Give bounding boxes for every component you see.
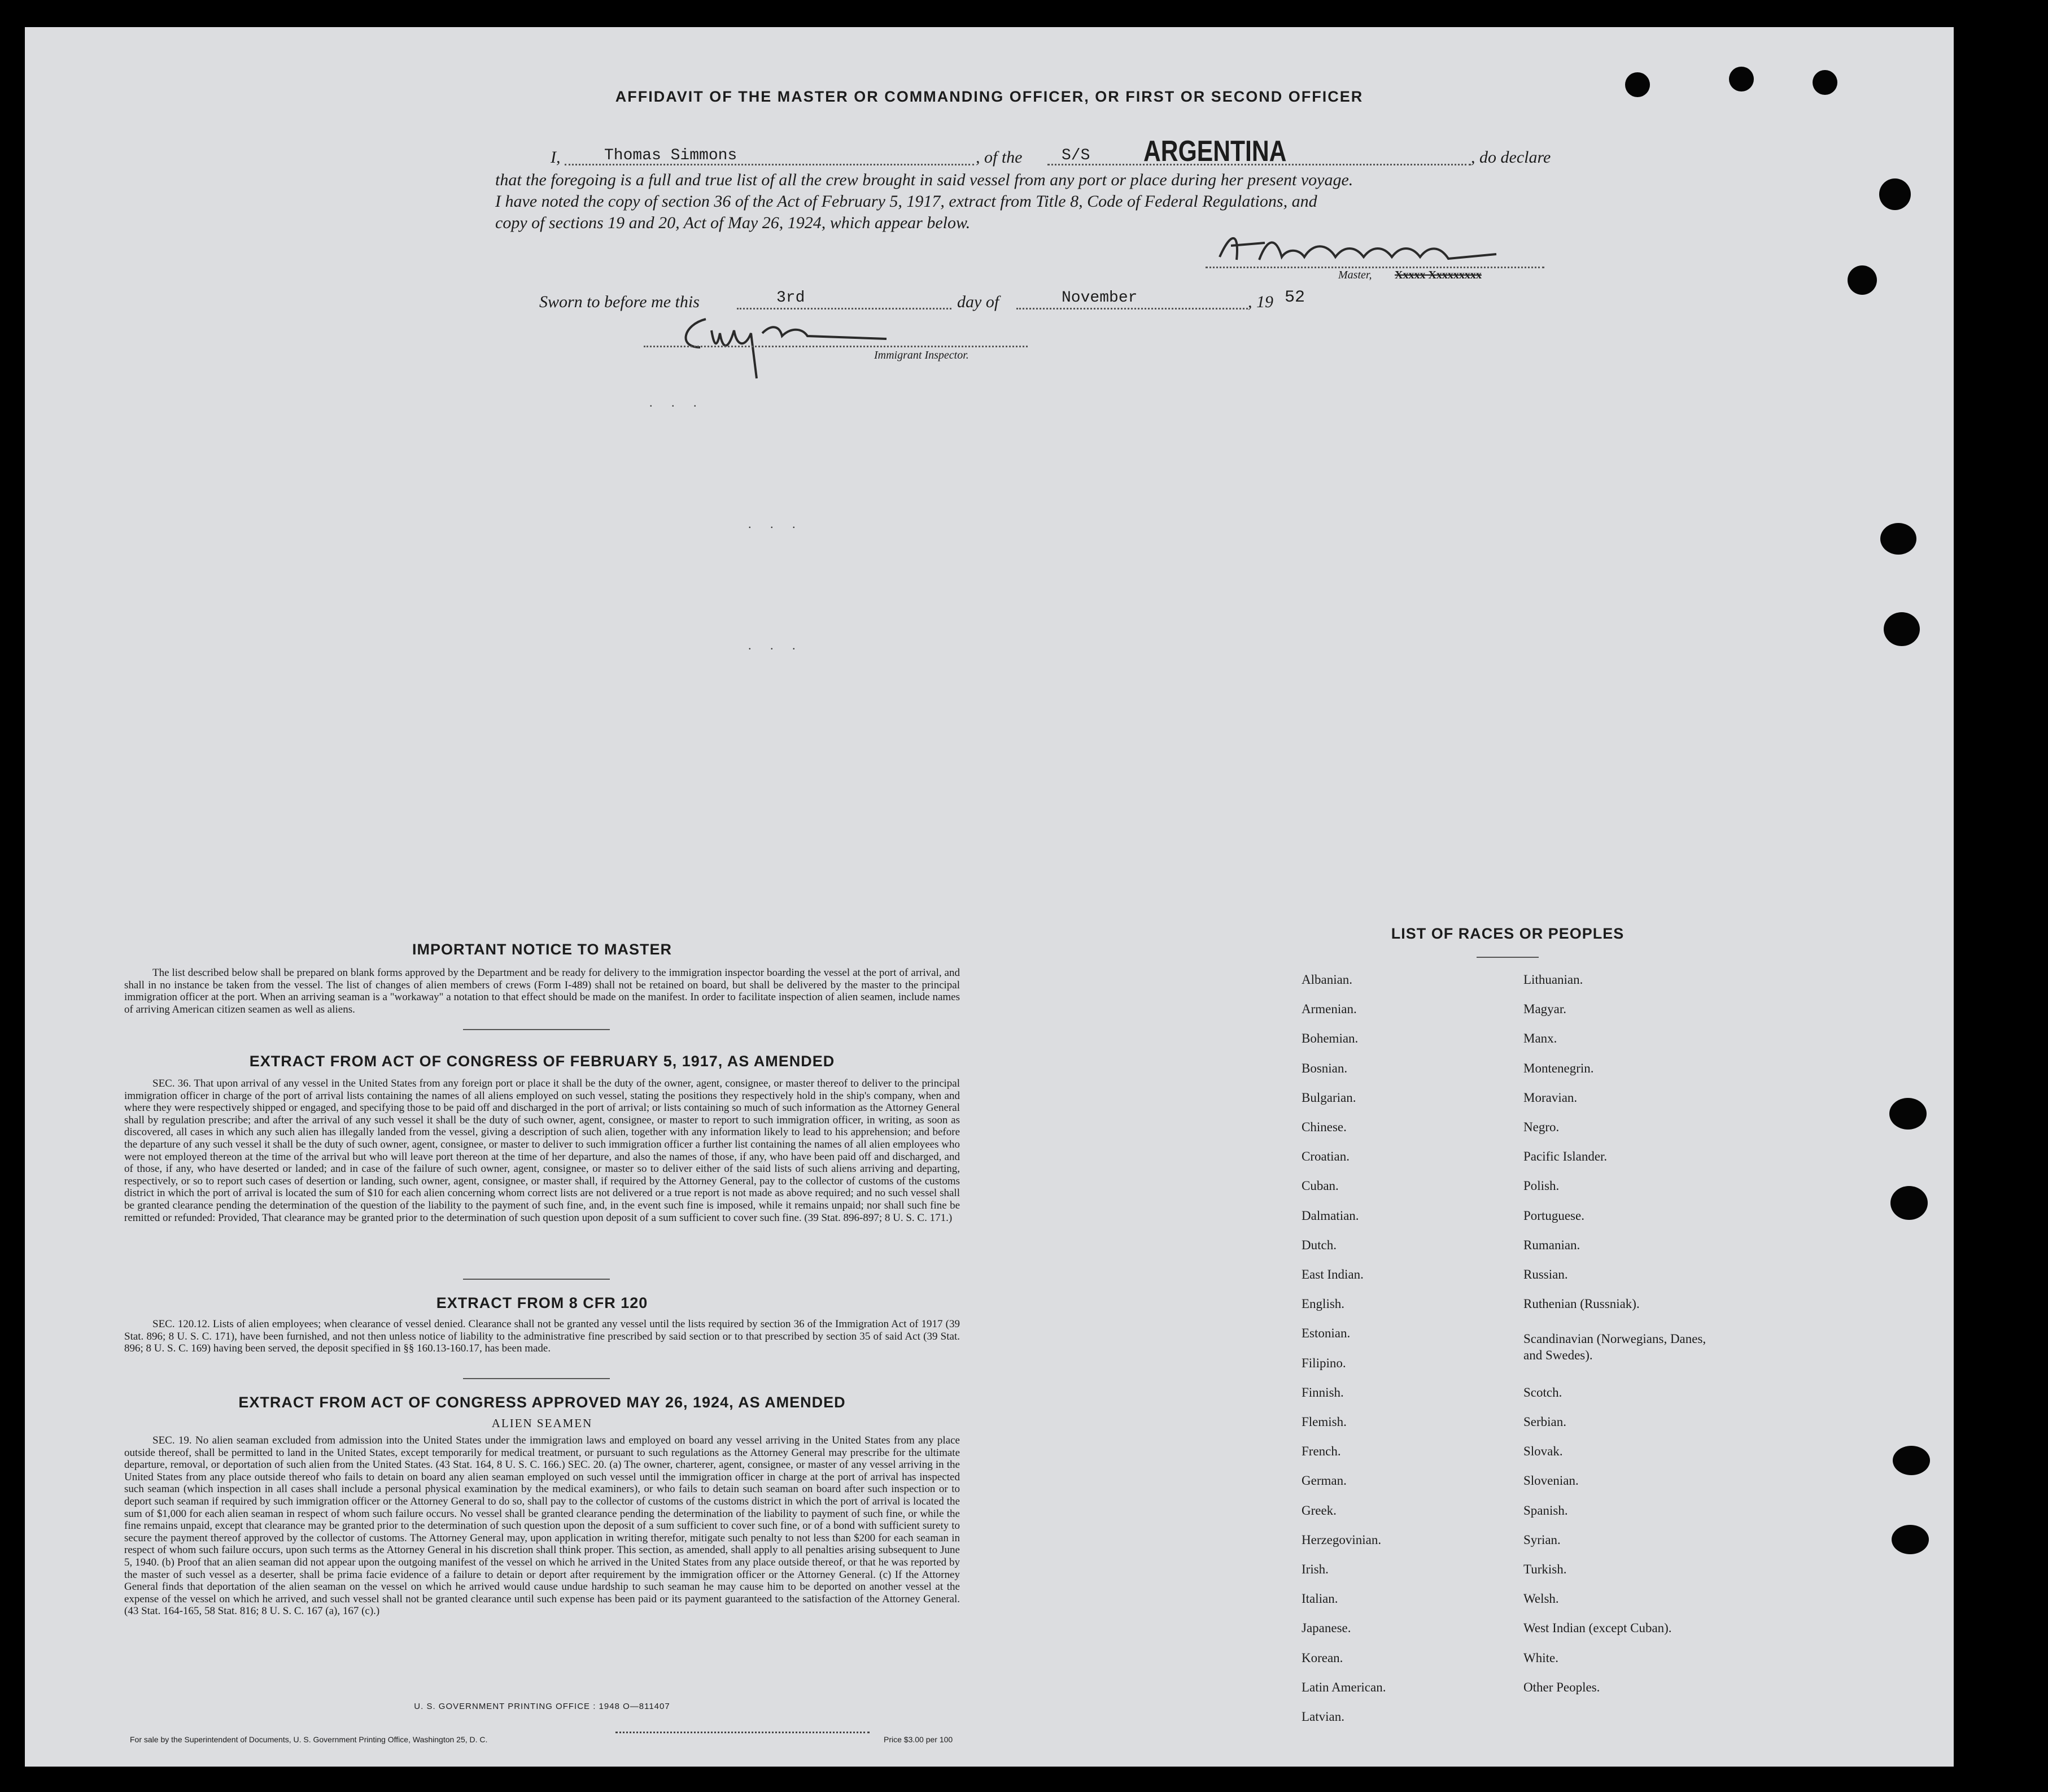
extract-8cfr-title: EXTRACT FROM 8 CFR 120	[436, 1294, 648, 1311]
extract-1917-title: EXTRACT FROM ACT OF CONGRESS OF FEBRUARY 5, 1917, AS AMENDED	[249, 1053, 835, 1070]
year-value: 52	[1285, 288, 1305, 307]
race-item: Flemish.	[1302, 1415, 1347, 1429]
printing-office-imprint: U. S. GOVERNMENT PRINTING OFFICE : 1948 O—811407	[414, 1702, 670, 1711]
race-item: Chinese.	[1302, 1120, 1347, 1134]
race-item: West Indian (except Cuban).	[1523, 1621, 1672, 1636]
race-item: Scandinavian (Norwegians, Danes, and Swedes).	[1523, 1332, 1706, 1363]
footer-left: For sale by the Superintendent of Documents, U. S. Government Printing Office, Washington 25, D. C.	[130, 1735, 488, 1744]
master-signature-line	[1206, 267, 1544, 268]
master-label: Master,	[1338, 269, 1372, 281]
master-signature	[1214, 226, 1530, 271]
race-item: Slovenian.	[1523, 1473, 1579, 1488]
extract-8cfr-body: SEC. 120.12. Lists of alien employees; when clearance of vessel denied. Clearance shall not be granted any vessel until the lists required by section 36 of the Immigration Act of 1917 (39 Stat. 896; 8 U. S. C. 171), have been furnished, and not then unless notice of liability to the administrative fine prescribed by said section or to that prescribed by section 35 of said Act (39 Stat. 896; 8 U. S. C. 169) having been served, the deposit specified in §§ 160.13-160.17, has been made.	[124, 1318, 960, 1355]
section-divider	[463, 1378, 610, 1379]
race-item: Scotch.	[1523, 1385, 1562, 1399]
sworn-label: Sworn to before me this	[539, 293, 700, 311]
extract-1917-body: SEC. 36. That upon arrival of any vessel in the United States from any foreign port or place it shall be the duty of the owner, agent, consignee, or master thereof to deliver to the principal immigration officer in charge of the port of arrival lists containing the names of all aliens employed on such vessel, stating the positions they respectively hold in the ship's company, when and where they were respectively shipped or engaged, and specifying those to be paid off and discharged in the port of arrival; or lists containing so much of such information as the Attorney General shall by regulation prescribe; and after the arrival of any such vessel it shall be the duty of such owner, agent, consignee, or master to report to such immigration officer, in writing, as soon as discovered, all cases in which any such alien has illegally landed from the vessel, giving a description of such alien, together with any information likely to lead to his apprehension; and before the departure of any such vessel it shall be the duty of such owner, agent, consignee, or master to deliver to such immigration officer a further list containing the names of all alien employees who were not employed thereon at the time of the arrival but who will leave port thereon at the time of her departure, and also the names of those, if any, who have been paid off and discharged, and of those, if any, who have deserted or landed; and in case of the failure of such owner, agent, consignee, or master so to deliver either of the said lists of such aliens arriving and departing, respectively, or so to report such cases of desertion or landing, such owner, agent, consignee, or master shall, if required by the Attorney General, pay to the collector of customs of the customs district in which the port of arrival is located the sum of $10 for each alien concerning whom correct lists are not delivered or a true report is not made as above required; and no such vessel shall be granted clearance pending the determination of the question of the liability to the payment of such fine, and, in the event such fine is imposed, while it remains unpaid; nor shall such fine be remitted or refunded: Provided, That clearance may be granted prior to the determination of such question upon deposit of a sum sufficient to cover such fine. (39 Stat. 896-897; 8 U. S. C. 171.)	[124, 1078, 960, 1224]
extract-1924-body: SEC. 19. No alien seaman excluded from admission into the United States under the immigration laws and employed on board any vessel arriving in the United States from any place outside thereof, shall be permitted to land in the United States, except temporarily for medical treatment, or pursuant to such regulations as the Attorney General may prescribe for the ultimate departure, removal, or deportation of such alien from the United States. (43 Stat. 164, 8 U. S. C. 166.) SEC. 20. (a) The owner, charterer, agent, consignee, or master of any vessel arriving in the United States from any place outside thereof who fails to detain on board any alien seaman employed on such vessel until the immigration officer in charge at the port of arrival has inspected such seaman (which inspection in all cases shall include a personal physical examination by the medical examiners), or who fails to detain such seaman on board after such inspection or to deport such seaman if required by such immigration officer or the Attorney General to do so, shall pay to the collector of customs of the customs district in which the port of arrival is located the sum of $1,000 for each alien seaman in respect of whom such failure occurs. No vessel shall be granted clearance pending the determination of the liability to payment of such fine, or while the fine remains unpaid, except that clearance may be granted prior to the determination of such question upon the deposit of a sum sufficient to cover such fine, or of a bond with sufficient surety to secure the payment thereof approved by the collector of customs. The Attorney General may, upon application in writing therefor, mitigate such penalty to not less than $200 for each seaman in respect of whom such failure occurs, upon such terms as the Attorney General in his discretion shall think proper. This section, as amended, shall apply to all penalties arising subsequent to June 5, 1940. (b) Proof that an alien seaman did not appear upon the outgoing manifest of the vessel on which he arrived in the United States from any place outside thereof, or that he was reported by the master of such vessel as a deserter, shall be prima facie evidence of a failure to detain or deport after requirement by the immigration officer or the Attorney General. (c) If the Attorney General finds that deportation of the alien seaman on the vessel on which he arrived would cause undue hardship to such seaman he may cause him to be deported on another vessel at the expense of the vessel on which he arrived, and such vessel shall not be granted clearance until such expense has been paid or its payment guaranteed to the satisfaction of the Attorney General. (43 Stat. 164-165, 58 Stat. 816; 8 U. S. C. 167 (a), 167 (c).)	[124, 1435, 960, 1617]
officer-name: Thomas Simmons	[604, 147, 737, 164]
stray-dots: . . .	[649, 395, 705, 409]
punch-hole	[1890, 1186, 1928, 1220]
race-item: Moravian.	[1523, 1090, 1578, 1105]
affidavit-title: AFFIDAVIT OF THE MASTER OR COMMANDING OFFICER, OR FIRST OR SECOND OFFICER	[615, 88, 1364, 105]
month-value: November	[1062, 289, 1138, 307]
month-line	[1016, 308, 1248, 309]
declaration-line-4: copy of sections 19 and 20, Act of May 26, 1924, which appear below.	[495, 213, 971, 232]
footer-dots	[615, 1732, 870, 1733]
declaration-line-3: I have noted the copy of section 36 of the Act of February 5, 1917, extract from Title 8, Code of Federal Regulations, and	[495, 192, 1317, 211]
race-item: Magyar.	[1523, 1002, 1567, 1017]
race-item: Portuguese.	[1523, 1208, 1584, 1223]
race-item: Bohemian.	[1302, 1031, 1359, 1046]
race-item: Manx.	[1523, 1031, 1557, 1046]
race-item: Herzegovinian.	[1302, 1532, 1382, 1547]
punch-hole	[1848, 265, 1877, 295]
race-item: Japanese.	[1302, 1621, 1351, 1636]
footer-right: Price $3.00 per 100	[884, 1735, 953, 1744]
race-item: Cuban.	[1302, 1179, 1339, 1193]
stray-dots: . . .	[748, 517, 804, 531]
race-item: Rumanian.	[1523, 1237, 1580, 1252]
inspector-signature-line	[644, 346, 1028, 347]
vessel-name: ARGENTINA	[1143, 135, 1287, 168]
races-title: LIST OF RACES OR PEOPLES	[1391, 925, 1625, 942]
race-item: Dutch.	[1302, 1237, 1337, 1252]
race-item: White.	[1523, 1650, 1558, 1665]
race-item: Latvian.	[1302, 1710, 1344, 1724]
master-struck-title: Xxxxx Xxxxxxxxx	[1395, 269, 1482, 281]
race-item: Estonian.	[1302, 1326, 1351, 1341]
race-item: French.	[1302, 1444, 1341, 1459]
i-label: I,	[551, 148, 561, 167]
day-of-label: day of	[957, 293, 999, 311]
punch-hole	[1889, 1098, 1927, 1130]
inspector-signature	[672, 308, 909, 387]
race-item: East Indian.	[1302, 1267, 1364, 1281]
race-item: Turkish.	[1523, 1562, 1567, 1576]
race-item: Other Peoples.	[1523, 1680, 1600, 1694]
notice-title: IMPORTANT NOTICE TO MASTER	[412, 941, 672, 958]
declaration-line-2: that the foregoing is a full and true list of all the crew brought in said vessel from any port or place during her present voyage.	[495, 171, 1353, 189]
race-item: Filipino.	[1302, 1355, 1346, 1370]
race-item: Pacific Islander.	[1523, 1149, 1608, 1164]
race-item: Italian.	[1302, 1592, 1338, 1606]
punch-hole	[1893, 1446, 1930, 1475]
day-value: 3rd	[776, 289, 805, 307]
notice-body: The list described below shall be prepared on blank forms approved by the Department and be ready for delivery to the immigration inspector boarding the vessel at the port of arrival, and shall in no instance be taken from the vessel. The list of changes of alien members of crews (Form I-489) shall not be retained on board, but shall be delivered by the master to the principal immigration officer at the port. When an arriving seaman is a "workaway" a notation to that effect should be made on the manifest. In order to facilitate inspection of alien seamen, include names of arriving American citizen seamen as well as aliens.	[124, 967, 960, 1015]
race-item: Dalmatian.	[1302, 1208, 1359, 1223]
punch-hole	[1879, 178, 1911, 210]
stray-dots: . . .	[748, 638, 804, 652]
punch-hole	[1892, 1525, 1929, 1554]
race-item: Serbian.	[1523, 1415, 1567, 1429]
race-item: Armenian.	[1302, 1002, 1357, 1017]
race-item: Montenegrin.	[1523, 1061, 1594, 1075]
section-divider	[463, 1279, 610, 1280]
vessel-type: S/S	[1062, 147, 1090, 164]
race-item: Russian.	[1523, 1267, 1568, 1281]
extract-1924-subtitle: ALIEN SEAMEN	[491, 1416, 593, 1430]
punch-hole	[1884, 612, 1920, 646]
race-item: Polish.	[1523, 1179, 1560, 1193]
race-item: Finnish.	[1302, 1385, 1344, 1399]
race-item: English.	[1302, 1297, 1345, 1311]
race-item: Spanish.	[1523, 1503, 1568, 1518]
race-item: Syrian.	[1523, 1532, 1561, 1547]
race-item: Bulgarian.	[1302, 1090, 1356, 1105]
race-item: Greek.	[1302, 1503, 1337, 1518]
race-item: Irish.	[1302, 1562, 1329, 1576]
of-the-label: , of the	[976, 148, 1023, 167]
races-divider	[1477, 957, 1539, 958]
section-divider	[463, 1029, 610, 1030]
declare-label: , do declare	[1471, 148, 1551, 167]
race-item: Albanian.	[1302, 973, 1353, 987]
race-item: German.	[1302, 1473, 1347, 1488]
race-item: Welsh.	[1523, 1592, 1559, 1606]
race-item: Slovak.	[1523, 1444, 1563, 1459]
race-item: Bosnian.	[1302, 1061, 1348, 1075]
race-item: Negro.	[1523, 1120, 1560, 1134]
punch-hole	[1880, 523, 1916, 555]
inspector-label: Immigrant Inspector.	[874, 349, 969, 361]
race-item: Ruthenian (Russniak).	[1523, 1297, 1640, 1311]
race-item: Croatian.	[1302, 1149, 1350, 1164]
extract-1924-title: EXTRACT FROM ACT OF CONGRESS APPROVED MAY 26, 1924, AS AMENDED	[238, 1394, 846, 1411]
race-item: Korean.	[1302, 1650, 1343, 1665]
race-item: Latin American.	[1302, 1680, 1386, 1694]
year-prefix: , 19	[1248, 293, 1273, 311]
race-item: Lithuanian.	[1523, 973, 1583, 987]
